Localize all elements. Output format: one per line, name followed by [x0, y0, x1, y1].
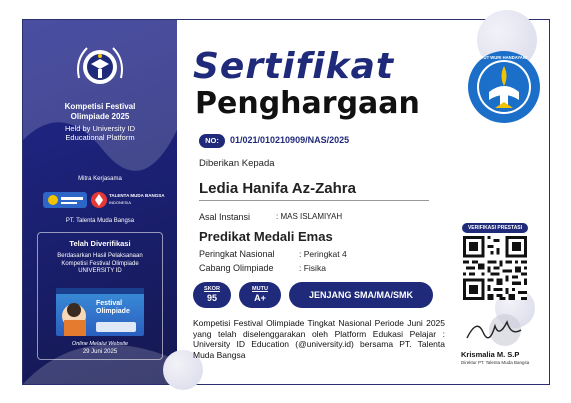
online-date: 29 Juni 2025 [82, 349, 118, 355]
competition-title-line1: Kompetisi Festival [64, 102, 136, 111]
qr-label: VERIFIKASI PRESTASI [462, 223, 528, 233]
partner-logos [43, 188, 165, 212]
held-line1: Held by University ID [64, 124, 136, 133]
verification-qr-code[interactable] [463, 236, 527, 300]
quality-value: A+ [254, 293, 266, 303]
verification-box [37, 232, 163, 360]
partner-logo-sub: INDONESIA [109, 200, 132, 205]
score-label: SKOR [204, 286, 220, 292]
predikat-title: Predikat Medali Emas [199, 229, 333, 244]
certificate-subtitle: Penghargaan [195, 86, 420, 121]
university-logo-icon [71, 38, 129, 96]
held-line2: Educational Platform [65, 133, 135, 142]
verified-title: Telah Diverifikasi [69, 239, 131, 248]
given-to-label: Diberikan Kepada [199, 158, 275, 169]
mitra-label: Mitra Kerjasama [78, 176, 122, 182]
recipient-name: Ledia Hanifa Az-Zahra [199, 180, 356, 197]
rank-label: Peringkat Nasional [199, 249, 275, 259]
held-by-text [23, 124, 177, 142]
certificate [22, 19, 550, 385]
score-value: 95 [206, 293, 217, 303]
online-label: Online Melalui Website [71, 341, 129, 347]
competition-title-line2: Olimpiade 2025 [70, 112, 130, 121]
signer-role: Direktur PT. Talenta Muda Bangsa [461, 360, 530, 365]
branch-value: : Fisika [299, 263, 326, 273]
signature-area [463, 308, 543, 348]
branch-label: Cabang Olimpiade [199, 263, 274, 273]
thumbnail-title [96, 300, 130, 316]
tut-wuri-handayani-logo-icon [467, 50, 541, 124]
thumbnail-title-line1: Festival [96, 300, 123, 307]
rank-value: : Peringkat 4 [299, 249, 347, 259]
quality-label: MUTU [252, 286, 268, 292]
tutwuri-text: TUT WURI HANDAYANI [481, 55, 527, 60]
institution-label: Asal Instansi [199, 212, 251, 222]
thumbnail-title-line2: Olimpiade [96, 308, 130, 315]
certificate-body [177, 20, 551, 384]
pt-name: PT. Talenta Muda Bangsa [65, 218, 135, 224]
number-badge: NO: [199, 134, 225, 148]
competition-title [23, 102, 177, 122]
website-thumbnail [56, 288, 144, 336]
partner-logo-text: TALENTA MUDA BANGSA [109, 193, 165, 198]
signer-name: Krismalia M. S.P [461, 350, 520, 359]
sidebar-panel [23, 20, 177, 384]
score-badge [193, 282, 231, 308]
verified-description: Berdasarkan Hasil Pelaksanaan Kompetisi Festival Olimpiade UNIVERSITY ID [57, 253, 143, 274]
certificate-number: 01/021/010210909/NAS/2025 [230, 135, 350, 145]
quality-badge [239, 282, 281, 308]
certificate-title: Sertifikat [193, 46, 395, 87]
name-underline [199, 200, 429, 201]
footer-description: Kompetisi Festival Olimpiade Tingkat Nasional Periode Juni 2025 yang telah diselenggarakan oleh Platform Edukasi Pelajar : University ID Education (@university.id) bersama PT. Talenta Muda Bangsa [193, 318, 445, 360]
level-badge: JENJANG SMA/MA/SMK [289, 282, 433, 308]
institution-value: : MAS ISLAMIYAH [276, 212, 343, 221]
